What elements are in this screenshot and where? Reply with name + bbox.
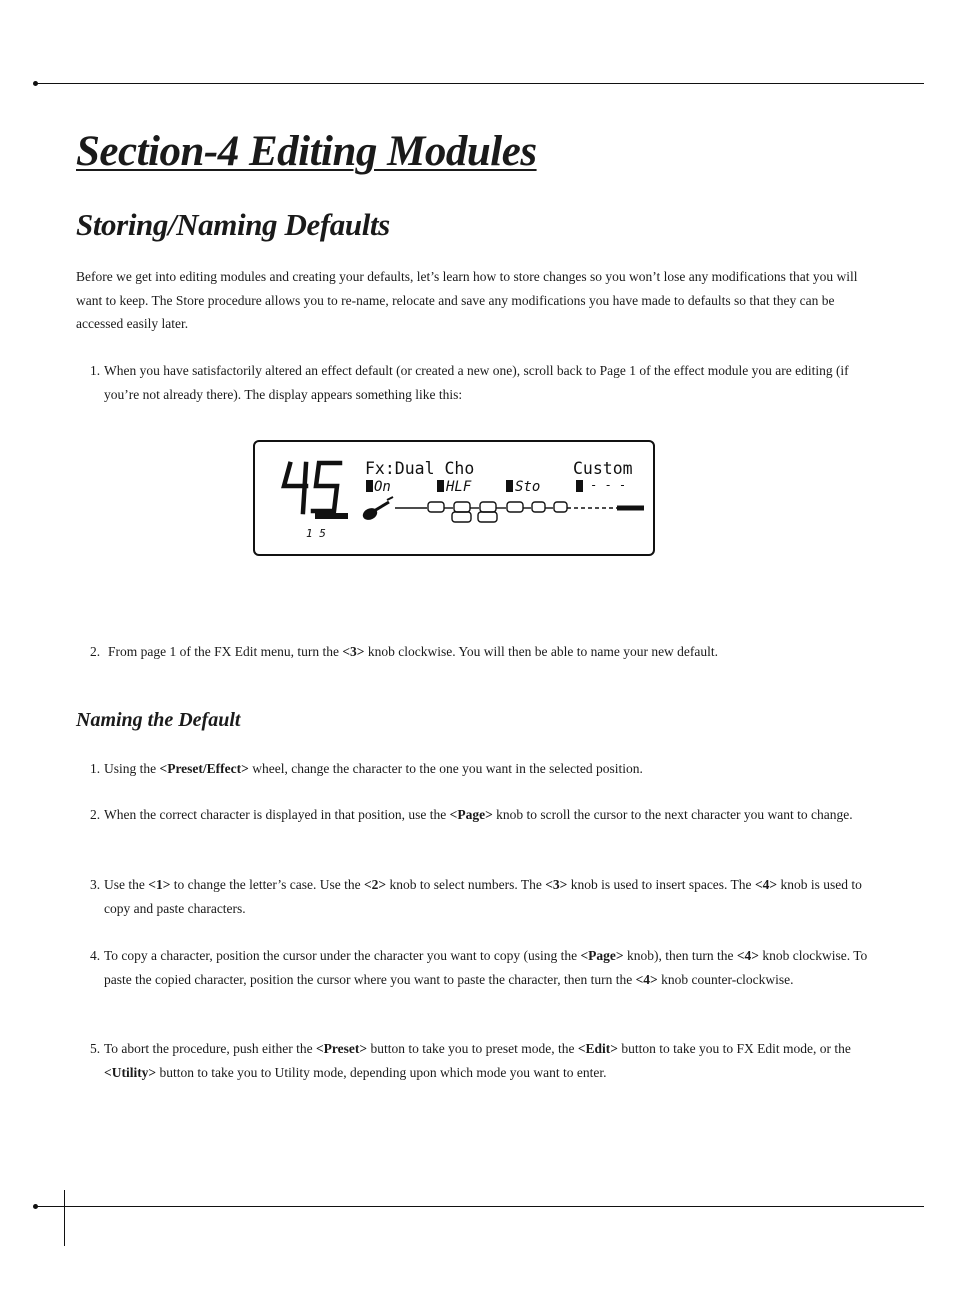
step-number: 1. — [90, 761, 101, 776]
page-knob-label: <Page> — [580, 948, 624, 963]
naming-step-5 — [90, 1037, 876, 1084]
step-text: When the correct character is displayed in that position, use the <Page> knob to scroll the cursor to the next character you want to change. — [104, 807, 853, 822]
indicator-block — [437, 480, 444, 492]
step-number: 1. — [90, 363, 101, 378]
lcd-line2 — [366, 478, 626, 495]
naming-step-3 — [90, 873, 876, 920]
intro-paragraph: Before we get into editing modules and creating your defaults, let’s learn how to store changes so you won’t lose any modifications that you will want to keep. The Store procedure allows you to re-name, relocate and save any modifications you have made to defaults so that they can be accessed easily later. — [76, 269, 858, 331]
lcd-graphic — [255, 442, 657, 558]
section-title: Section-4 Editing Modules — [76, 128, 537, 175]
naming-step-4 — [90, 944, 876, 991]
naming-subhead: Naming the Default — [76, 709, 241, 731]
knob-2-label: <2> — [363, 877, 387, 892]
page-subtitle: Storing/Naming Defaults — [76, 207, 390, 242]
bottom-rule — [36, 1206, 924, 1207]
page-knob-label: <Page> — [449, 807, 493, 822]
small-digits: 1 5 — [306, 527, 326, 540]
step-number: 4. — [90, 948, 101, 963]
lcd-param-on: On — [374, 479, 391, 495]
step-text: To abort the procedure, push either the <Preset> button to take you to preset mode, the <Edit> button to take you to FX Edit mode, or the <Utility> button to take you to Utility mode, depending upon which mode you want to enter. — [104, 1041, 851, 1080]
lcd-custom-label: Custom — [573, 459, 633, 478]
step-number: 3. — [90, 877, 101, 892]
guitar-icon — [362, 497, 393, 521]
step-text: When you have satisfactorily altered an effect default (or created a new one), scroll back to Page 1 of the effect module you are editing (if you’re not already there). The display appears something like this: — [104, 363, 849, 402]
margin-line — [64, 1190, 65, 1246]
step-text: Using the <Preset/Effect> wheel, change the character to the one you want in the selected position. — [104, 761, 643, 776]
knob-3-label: <3> — [342, 644, 365, 659]
naming-step-2 — [90, 803, 876, 827]
step-number: 2. — [90, 807, 101, 822]
preset-button-label: <Preset> — [315, 1041, 368, 1056]
utility-button-label: <Utility> — [104, 1064, 157, 1080]
step-text: From page 1 of the FX Edit menu, turn the <3> knob clockwise. You will then be able to name your new default. — [108, 644, 719, 659]
step-number: 2. — [90, 644, 101, 659]
big-digits-segments — [284, 463, 340, 512]
naming-step-1 — [90, 757, 876, 781]
knob-4-label: <4> — [635, 971, 658, 987]
step-text: To copy a character, position the cursor under the character you want to copy (using the <Page> knob), then turn the <4> knob clockwise. To paste the copied character, position the cursor where you want to paste the character, then turn the <4> knob counter-clockwise. — [104, 948, 868, 987]
lcd-param-hlf: HLF — [446, 479, 472, 495]
edit-button-label: <Edit> — [577, 1041, 618, 1056]
step-1 — [90, 359, 876, 406]
lcd-display — [253, 440, 655, 556]
indicator-block — [506, 480, 513, 492]
step-text: Use the <1> to change the letter’s case. Use the <2> knob to select numbers. The <3> knob is used to insert spaces. The <4> knob is used to copy and paste characters. — [104, 877, 862, 916]
knob-1-label: <1> — [148, 877, 171, 892]
indicator-block — [366, 480, 373, 492]
top-rule — [36, 83, 924, 84]
step-2 — [90, 640, 876, 664]
lcd-effect-name: Fx:Dual Cho — [365, 459, 475, 478]
step-number: 5. — [90, 1041, 101, 1056]
cursor-bar — [315, 513, 348, 519]
knob-4-label: <4> — [754, 877, 778, 892]
preset-effect-label: <Preset/Effect> — [159, 761, 249, 776]
knob-3-label: <3> — [545, 877, 568, 892]
indicator-block — [576, 480, 583, 492]
lcd-param-sto: Sto — [515, 479, 541, 495]
signal-chain-icon — [395, 502, 644, 522]
knob-4-label: <4> — [736, 948, 759, 963]
lcd-param-dashes: - - - — [590, 478, 627, 492]
